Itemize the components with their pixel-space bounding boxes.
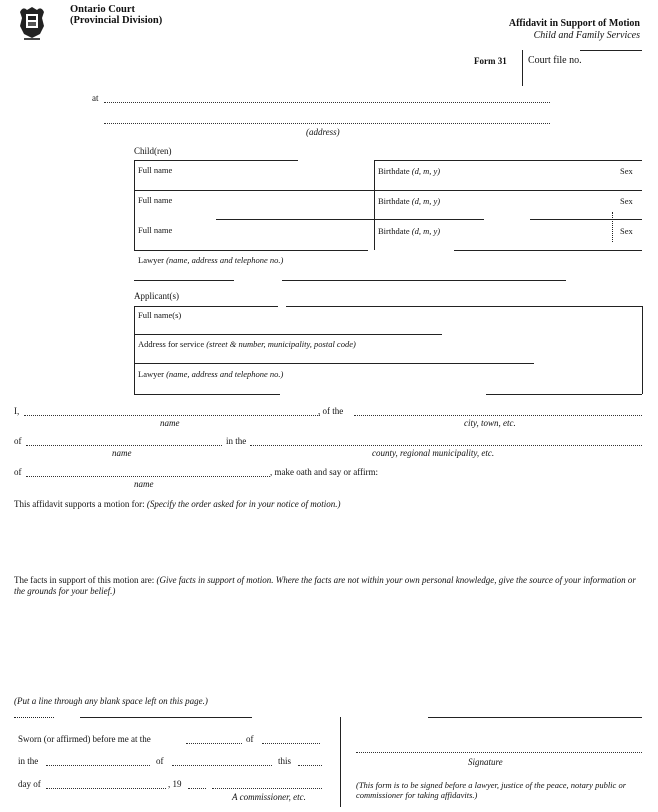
at-label: at	[92, 93, 99, 103]
court-division: (Provincial Division)	[70, 15, 163, 26]
child-birthdate-label: Birthdate (d, m, y)	[378, 196, 441, 206]
year-prefix: , 19	[168, 779, 182, 789]
applicant-lawyer-label: Lawyer (name, address and telephone no.)	[138, 369, 284, 379]
sworn-this-field[interactable]	[298, 765, 322, 766]
applicant-names-field[interactable]	[138, 320, 638, 332]
signature-note: (This form is to be signed before a lawyer, justice of the peace, notary public or commissioner for taking affidavits.)	[356, 780, 626, 800]
court-address-field[interactable]	[104, 123, 550, 124]
applicant-lawyer-field[interactable]	[138, 380, 638, 392]
form-title: Affidavit in Support of Motion	[508, 18, 640, 29]
deponent-name-field[interactable]	[24, 415, 320, 416]
jurat-of-label-2: of	[156, 756, 164, 766]
of-label-2: of	[14, 467, 22, 477]
court-location-field[interactable]	[104, 102, 550, 103]
signature-caption: Signature	[468, 757, 503, 767]
day-of-label: day of	[18, 779, 41, 789]
motion-request-field[interactable]	[14, 512, 642, 572]
signature-field[interactable]	[356, 752, 642, 753]
coat-of-arms-icon	[14, 4, 50, 42]
sworn-month-field[interactable]	[46, 788, 166, 789]
child-full-name-field[interactable]	[138, 206, 368, 218]
applicant-address-label: Address for service (street & number, municipality, postal code)	[138, 339, 356, 349]
in-the-label: in the	[226, 436, 247, 446]
i-label: I,	[14, 406, 20, 416]
motion-supports-text: This affidavit supports a motion for: (Specify the order asked for in your notice of motion.)	[14, 499, 341, 509]
court-file-number-field[interactable]	[528, 66, 640, 82]
county-caption: county, regional municipality, etc.	[372, 448, 495, 458]
sworn-text: Sworn (or affirmed) before me at the	[18, 734, 151, 744]
name-caption-2: name	[112, 448, 132, 458]
name-caption-3: name	[134, 479, 154, 489]
court-name: Ontario Court	[70, 4, 136, 15]
child-full-name-label: Full name	[138, 165, 173, 175]
child-birthdate-label: Birthdate (d, m, y)	[378, 226, 441, 236]
sworn-in-field[interactable]	[46, 765, 150, 766]
children-lawyer-field[interactable]	[138, 266, 638, 280]
this-label: this	[278, 756, 292, 766]
children-lawyer-label: Lawyer (name, address and telephone no.)	[138, 255, 284, 265]
of-label: of	[14, 436, 22, 446]
child-sex-label: Sex	[620, 196, 633, 206]
facts-field[interactable]	[14, 600, 642, 690]
form-number: Form 31	[474, 56, 507, 66]
deponent-second-name-field[interactable]	[26, 476, 270, 477]
city-caption: city, town, etc.	[464, 418, 516, 428]
children-heading: Child(ren)	[134, 146, 172, 156]
facts-text: The facts in support of this motion are: (Give facts in support of motion. Where the facts are not within your own personal knowledge, give the source of your information or the grounds for your belief.)	[14, 575, 636, 596]
oath-text: , make oath and say or affirm:	[270, 467, 379, 477]
applicants-heading: Applicant(s)	[134, 291, 179, 301]
child-birthdate-label: Birthdate (d, m, y)	[378, 166, 441, 176]
commissioner-caption: A commissioner, etc.	[232, 792, 306, 802]
child-full-name-label: Full name	[138, 225, 173, 235]
deponent-city-field[interactable]	[354, 415, 642, 416]
sworn-of-field[interactable]	[262, 743, 320, 744]
child-sex-label: Sex	[620, 226, 633, 236]
jurat-in-the-label: in the	[18, 756, 39, 766]
blank-space-note: (Put a line through any blank space left on this page.)	[14, 696, 208, 706]
commissioner-signature-field[interactable]	[212, 788, 322, 789]
sworn-year-field[interactable]	[188, 788, 206, 789]
applicant-names-label: Full name(s)	[138, 310, 182, 320]
child-full-name-field[interactable]	[138, 176, 368, 188]
sworn-location-field[interactable]	[186, 743, 242, 744]
name-caption: name	[160, 418, 180, 428]
child-sex-label: Sex	[620, 166, 633, 176]
deponent-of-field[interactable]	[26, 445, 222, 446]
child-full-name-label: Full name	[138, 195, 173, 205]
form-subtitle: Child and Family Services	[533, 30, 640, 41]
child-full-name-field[interactable]	[138, 236, 368, 248]
address-caption: (address)	[306, 127, 340, 137]
sworn-of-2-field[interactable]	[172, 765, 272, 766]
deponent-county-field[interactable]	[250, 445, 642, 446]
of-the-label: , of the	[318, 406, 344, 416]
court-file-label: Court file no.	[528, 55, 582, 66]
applicant-address-field[interactable]	[138, 350, 638, 362]
jurat-of-label: of	[246, 734, 254, 744]
